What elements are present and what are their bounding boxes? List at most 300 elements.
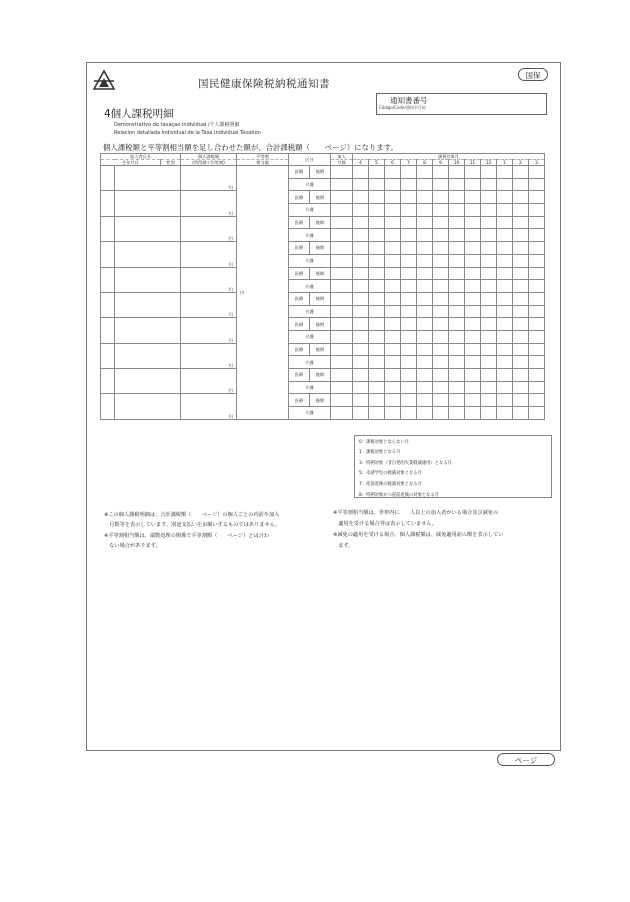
month-cell	[481, 318, 497, 331]
month-cell	[497, 229, 513, 242]
month-cell	[385, 216, 401, 229]
month-cell	[465, 381, 481, 394]
header-birth: 生年月日	[101, 160, 161, 166]
month-cell	[401, 305, 417, 318]
join-months-cell	[331, 356, 353, 369]
month-cell	[465, 407, 481, 420]
month-cell	[529, 369, 545, 382]
month-cell	[401, 318, 417, 331]
month-cell	[529, 407, 545, 420]
month-cell	[401, 166, 417, 179]
category-medical: 医療	[289, 166, 310, 179]
month-cell	[401, 369, 417, 382]
name-cell	[115, 292, 181, 317]
month-header: 1	[497, 160, 513, 166]
person-row	[101, 216, 545, 229]
row-index-cell	[101, 191, 115, 216]
month-cell	[401, 356, 417, 369]
month-cell	[353, 394, 369, 407]
name-cell	[115, 267, 181, 292]
legend-item: 3：特例対象（非自発的失業軽減適用）となる月	[359, 461, 452, 466]
tax-amount-cell: 円	[181, 216, 237, 241]
category-care: 介護	[289, 305, 331, 318]
header-sex: 性別	[161, 160, 181, 166]
month-cell	[433, 292, 449, 305]
category-care: 介護	[289, 407, 331, 420]
month-cell	[449, 343, 465, 356]
month-header: 5	[369, 160, 385, 166]
category-elderly: 後期	[310, 343, 331, 356]
page-number-tag: ページ	[497, 753, 555, 766]
month-cell	[465, 292, 481, 305]
month-cell	[465, 216, 481, 229]
month-cell	[433, 318, 449, 331]
month-cell	[385, 191, 401, 204]
month-cell	[353, 191, 369, 204]
month-cell	[481, 178, 497, 191]
month-cell	[433, 242, 449, 255]
note-left: ※平等割相当額は、端数処理の関係で平等割額（ ページ）とは合わ	[104, 533, 270, 539]
category-medical: 医療	[289, 318, 310, 331]
month-cell	[497, 254, 513, 267]
month-cell	[497, 394, 513, 407]
month-cell	[513, 318, 529, 331]
month-cell	[353, 381, 369, 394]
category-medical: 医療	[289, 369, 310, 382]
month-cell	[481, 381, 497, 394]
month-cell	[497, 318, 513, 331]
join-months-cell	[331, 191, 353, 204]
month-cell	[497, 280, 513, 293]
month-cell	[369, 191, 385, 204]
month-cell	[481, 242, 497, 255]
tax-amount-cell: 円	[181, 318, 237, 343]
month-cell	[433, 305, 449, 318]
category-care: 介護	[289, 381, 331, 394]
join-months-cell	[331, 267, 353, 280]
month-cell	[529, 216, 545, 229]
month-cell	[433, 229, 449, 242]
month-cell	[529, 318, 545, 331]
row-index-cell	[101, 394, 115, 419]
month-header: 6	[385, 160, 401, 166]
legend-item: 7：産前産後の軽減対象となる月	[359, 482, 422, 487]
month-cell	[433, 254, 449, 267]
month-cell	[513, 204, 529, 217]
month-cell	[497, 292, 513, 305]
tax-amount-cell: 円	[181, 394, 237, 419]
month-cell	[353, 280, 369, 293]
month-cell	[497, 216, 513, 229]
month-cell	[433, 394, 449, 407]
category-elderly: 後期	[310, 242, 331, 255]
month-cell	[385, 343, 401, 356]
month-cell	[417, 330, 433, 343]
month-cell	[465, 356, 481, 369]
category-care: 介護	[289, 229, 331, 242]
month-cell	[353, 305, 369, 318]
month-cell	[353, 330, 369, 343]
notice-number-sublabel: Código/Code/通知书号码	[379, 105, 426, 110]
month-cell	[497, 343, 513, 356]
month-cell	[433, 267, 449, 280]
month-cell	[449, 191, 465, 204]
month-cell	[401, 381, 417, 394]
month-cell	[465, 178, 481, 191]
month-cell	[433, 407, 449, 420]
month-cell	[385, 204, 401, 217]
month-cell	[513, 178, 529, 191]
month-cell	[481, 191, 497, 204]
month-cell	[433, 280, 449, 293]
join-months-cell	[331, 178, 353, 191]
person-row	[101, 394, 545, 407]
month-cell	[449, 356, 465, 369]
month-cell	[529, 204, 545, 217]
join-months-cell	[331, 254, 353, 267]
month-cell	[385, 394, 401, 407]
month-header: 3	[529, 160, 545, 166]
month-cell	[481, 216, 497, 229]
month-cell	[529, 267, 545, 280]
row-index-cell	[101, 216, 115, 241]
category-medical: 医療	[289, 242, 310, 255]
month-cell	[497, 204, 513, 217]
month-cell	[481, 254, 497, 267]
month-cell	[417, 343, 433, 356]
month-cell	[481, 394, 497, 407]
name-cell	[115, 166, 181, 191]
document-title: 国民健康保険税納税通知書	[198, 78, 330, 90]
category-elderly: 後期	[310, 394, 331, 407]
month-cell	[369, 356, 385, 369]
join-months-cell	[331, 216, 353, 229]
month-cell	[481, 292, 497, 305]
month-cell	[417, 178, 433, 191]
month-cell	[465, 343, 481, 356]
month-cell	[417, 280, 433, 293]
month-cell	[433, 356, 449, 369]
category-care: 介護	[289, 204, 331, 217]
month-cell	[497, 166, 513, 179]
month-cell	[465, 204, 481, 217]
category-medical: 医療	[289, 191, 310, 204]
note-right: 適用を受ける場合等は表示していません。	[333, 521, 438, 527]
month-header: 9	[433, 160, 449, 166]
month-cell	[417, 292, 433, 305]
month-cell	[513, 343, 529, 356]
join-months-cell	[331, 229, 353, 242]
month-cell	[449, 166, 465, 179]
month-cell	[369, 407, 385, 420]
note-right: ます。	[333, 543, 354, 549]
month-cell	[465, 229, 481, 242]
month-cell	[529, 305, 545, 318]
month-cell	[353, 343, 369, 356]
header-join: 加入	[331, 154, 353, 160]
month-header: 4	[353, 160, 369, 166]
month-cell	[481, 229, 497, 242]
month-cell	[353, 242, 369, 255]
month-cell	[513, 305, 529, 318]
tax-amount-cell: 円	[181, 191, 237, 216]
month-cell	[449, 330, 465, 343]
header-equal-2: 相当額	[237, 160, 289, 166]
month-cell	[529, 254, 545, 267]
name-cell	[115, 318, 181, 343]
month-cell	[529, 356, 545, 369]
month-header: 12	[481, 160, 497, 166]
section-subtitle-pt: Demonstrativo de taxaçao individual /个人課税明細	[114, 122, 240, 128]
month-cell	[449, 242, 465, 255]
month-cell	[417, 229, 433, 242]
month-cell	[353, 369, 369, 382]
row-index-cell	[101, 242, 115, 267]
month-cell	[513, 407, 529, 420]
month-cell	[385, 381, 401, 394]
month-cell	[385, 229, 401, 242]
category-care: 介護	[289, 280, 331, 293]
notice-number-label: 通知書番号	[390, 96, 428, 105]
month-cell	[449, 407, 465, 420]
month-cell	[497, 330, 513, 343]
month-cell	[385, 318, 401, 331]
row-index-cell	[101, 166, 115, 191]
month-cell	[353, 318, 369, 331]
category-medical: 医療	[289, 267, 310, 280]
month-cell	[353, 292, 369, 305]
municipal-emblem-icon	[93, 70, 115, 92]
month-cell	[369, 280, 385, 293]
month-cell	[449, 267, 465, 280]
join-months-cell	[331, 242, 353, 255]
month-cell	[529, 178, 545, 191]
month-cell	[417, 356, 433, 369]
month-cell	[481, 330, 497, 343]
month-cell	[433, 330, 449, 343]
month-cell	[465, 305, 481, 318]
person-row	[101, 166, 545, 179]
month-cell	[465, 191, 481, 204]
month-cell	[497, 381, 513, 394]
month-cell	[401, 394, 417, 407]
month-cell	[353, 204, 369, 217]
month-cell	[369, 318, 385, 331]
month-cell	[465, 394, 481, 407]
header-tax-sub: (所得割＋均等割)	[181, 160, 237, 166]
month-cell	[353, 166, 369, 179]
tax-amount-cell: 円	[181, 343, 237, 368]
category-elderly: 後期	[310, 191, 331, 204]
header-category: 区分	[289, 154, 331, 166]
category-medical: 医療	[289, 292, 310, 305]
join-months-cell	[331, 407, 353, 420]
month-cell	[369, 267, 385, 280]
month-cell	[449, 204, 465, 217]
month-cell	[385, 330, 401, 343]
month-cell	[465, 242, 481, 255]
tax-amount-cell: 円	[181, 369, 237, 394]
month-cell	[433, 216, 449, 229]
month-cell	[369, 394, 385, 407]
month-cell	[481, 343, 497, 356]
join-months-cell	[331, 292, 353, 305]
category-care: 介護	[289, 254, 331, 267]
month-cell	[433, 381, 449, 394]
month-header: 8	[417, 160, 433, 166]
month-cell	[417, 204, 433, 217]
month-cell	[449, 254, 465, 267]
month-cell	[529, 343, 545, 356]
month-cell	[513, 191, 529, 204]
month-cell	[417, 254, 433, 267]
month-cell	[401, 229, 417, 242]
month-cell	[385, 280, 401, 293]
person-row	[101, 292, 545, 305]
month-cell	[385, 356, 401, 369]
person-row	[101, 343, 545, 356]
month-cell	[417, 267, 433, 280]
section-intro: 個人課税額と平等割相当額を足し合わせた額が、合計課税額（ ページ）になります。	[103, 143, 398, 152]
join-months-cell	[331, 394, 353, 407]
name-cell	[115, 242, 181, 267]
month-cell	[433, 343, 449, 356]
month-cell	[481, 280, 497, 293]
month-cell	[513, 330, 529, 343]
name-cell	[115, 191, 181, 216]
category-elderly: 後期	[310, 216, 331, 229]
month-cell	[449, 292, 465, 305]
month-cell	[465, 254, 481, 267]
month-cell	[401, 242, 417, 255]
month-cell	[497, 242, 513, 255]
join-months-cell	[331, 204, 353, 217]
tax-amount-cell: 円	[181, 267, 237, 292]
tax-amount-cell: 円	[181, 242, 237, 267]
month-cell	[353, 267, 369, 280]
month-cell	[417, 407, 433, 420]
month-cell	[465, 369, 481, 382]
category-medical: 医療	[289, 394, 310, 407]
tax-amount-cell: 円	[181, 292, 237, 317]
month-cell	[369, 381, 385, 394]
note-left: ない場合があります。	[104, 543, 161, 549]
month-cell	[513, 356, 529, 369]
month-cell	[449, 178, 465, 191]
month-cell	[401, 292, 417, 305]
month-cell	[433, 204, 449, 217]
individual-tax-table	[100, 153, 545, 420]
category-elderly: 後期	[310, 292, 331, 305]
month-cell	[497, 191, 513, 204]
month-cell	[369, 242, 385, 255]
month-cell	[353, 178, 369, 191]
month-cell	[369, 343, 385, 356]
month-cell	[401, 267, 417, 280]
category-elderly: 後期	[310, 166, 331, 179]
month-cell	[385, 369, 401, 382]
month-cell	[497, 178, 513, 191]
name-cell	[115, 216, 181, 241]
month-cell	[449, 369, 465, 382]
header-join-2: 月数	[331, 160, 353, 166]
month-cell	[417, 305, 433, 318]
month-cell	[449, 381, 465, 394]
month-cell	[385, 407, 401, 420]
header-name: 加入者氏名	[101, 154, 181, 160]
join-months-cell	[331, 280, 353, 293]
note-right: ※平等割相当額は、世帯内に 人以上の加入者がいる場合及び減免の	[333, 510, 499, 516]
category-care: 介護	[289, 356, 331, 369]
join-months-cell	[331, 166, 353, 179]
month-cell	[369, 178, 385, 191]
month-cell	[385, 254, 401, 267]
tax-amount-cell: 円	[181, 166, 237, 191]
month-cell	[369, 254, 385, 267]
month-cell	[481, 204, 497, 217]
month-cell	[417, 166, 433, 179]
month-cell	[481, 407, 497, 420]
month-cell	[529, 166, 545, 179]
month-cell	[513, 254, 529, 267]
month-cell	[353, 229, 369, 242]
month-header: 11	[465, 160, 481, 166]
month-cell	[481, 356, 497, 369]
category-medical: 医療	[289, 343, 310, 356]
month-cell	[401, 343, 417, 356]
month-cell	[513, 280, 529, 293]
person-row	[101, 318, 545, 331]
category-care: 介護	[289, 178, 331, 191]
month-cell	[529, 394, 545, 407]
month-cell	[449, 394, 465, 407]
month-cell	[401, 254, 417, 267]
month-cell	[513, 292, 529, 305]
month-cell	[529, 330, 545, 343]
month-cell	[385, 166, 401, 179]
category-elderly: 後期	[310, 318, 331, 331]
category-elderly: 後期	[310, 369, 331, 382]
month-cell	[385, 292, 401, 305]
month-cell	[401, 407, 417, 420]
month-cell	[465, 166, 481, 179]
row-index-cell	[101, 267, 115, 292]
month-cell	[369, 229, 385, 242]
month-cell	[529, 381, 545, 394]
month-cell	[529, 280, 545, 293]
join-months-cell	[331, 318, 353, 331]
name-cell	[115, 343, 181, 368]
person-row	[101, 242, 545, 255]
category-medical: 医療	[289, 216, 310, 229]
note-right: ※減免の適用を受ける場合、個人課税額は、減免適用前の額を表示してい	[333, 532, 504, 538]
month-cell	[481, 305, 497, 318]
join-months-cell	[331, 369, 353, 382]
month-cell	[353, 356, 369, 369]
month-cell	[449, 305, 465, 318]
row-index-cell	[101, 343, 115, 368]
month-cell	[465, 267, 481, 280]
month-cell	[513, 229, 529, 242]
month-cell	[529, 292, 545, 305]
month-header: 10	[449, 160, 465, 166]
month-cell	[417, 394, 433, 407]
month-cell	[449, 229, 465, 242]
month-cell	[417, 242, 433, 255]
note-left: 月数等を表示しています。別途支払いをお願いするものではありません。	[104, 522, 281, 528]
month-cell	[497, 369, 513, 382]
join-months-cell	[331, 330, 353, 343]
